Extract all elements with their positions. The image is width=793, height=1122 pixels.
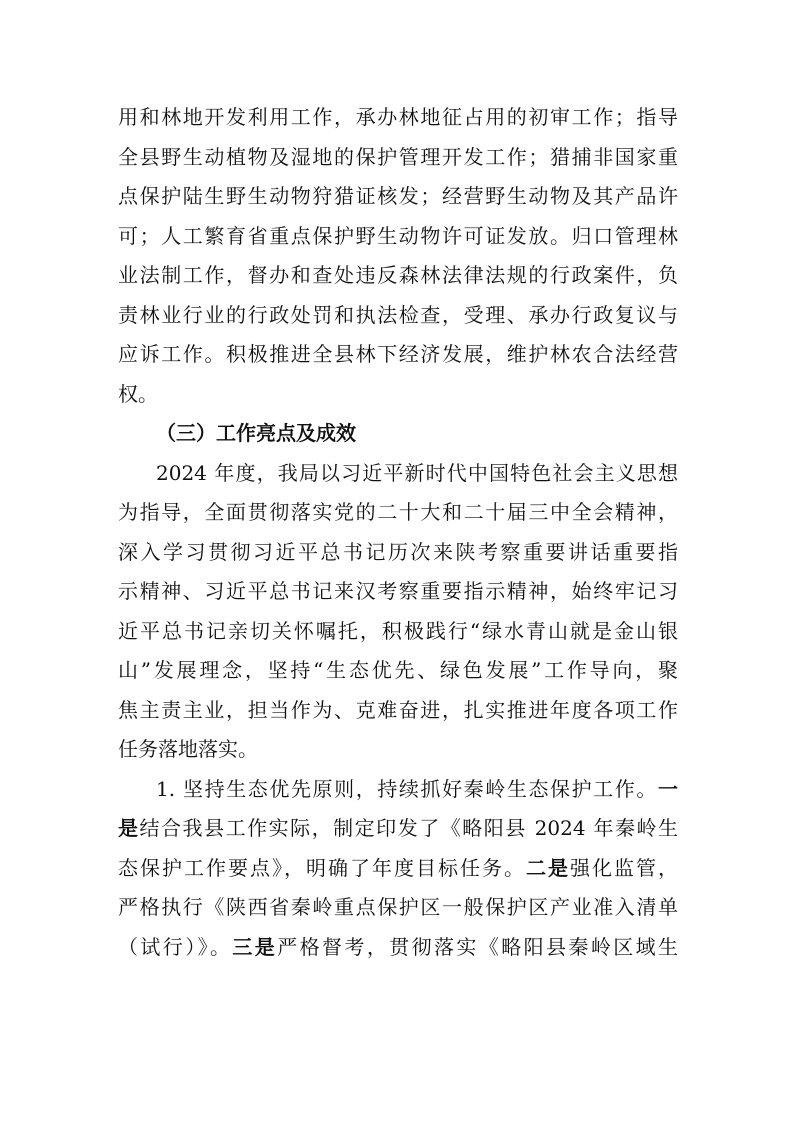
- text-line: [118, 256, 678, 296]
- text-line: [118, 533, 678, 573]
- text-line: [118, 335, 678, 375]
- text-line: [118, 809, 678, 849]
- text-segment: 1. 坚持生态优先原则，持续抓好秦岭生态保护工作。: [156, 776, 658, 801]
- text-segment: 近平总书记亲切关怀嘱托，积极践行“绿水青山就是金山银: [118, 618, 678, 643]
- text-segment: （试行）》。: [118, 934, 233, 959]
- text-segment: 责林业行业的行政处罚和执法检查，受理、承办行政复议与: [118, 302, 678, 327]
- text-segment: 应诉工作。积极推进全县林下经济发展，维护林农合法经营: [118, 342, 678, 366]
- text-segment: 结合我县工作实际，制定印发了《略阳县 2024 年秦岭生: [139, 816, 678, 840]
- text-segment: 业法制工作，督办和查处违反森林法律法规的行政案件，负: [118, 263, 678, 287]
- text-segment: （三）工作亮点及成效: [156, 421, 356, 445]
- text-segment: 强化监管，: [570, 855, 678, 880]
- text-segment: 为指导，全面贯彻落实党的二十大和二十届三中全会精神，: [118, 500, 678, 524]
- text-line: [118, 138, 678, 178]
- text-segment: 全县野生动植物及湿地的保护管理开发工作；猎捕非国家重: [118, 144, 678, 169]
- text-line: [118, 177, 678, 217]
- text-segment: 点保护陆生野生动物狩猎证核发；经营野生动物及其产品许: [118, 184, 678, 208]
- text-line: [118, 217, 678, 257]
- text-segment: 任务落地落实。: [118, 737, 258, 761]
- text-segment: 山”发展理念，坚持“生态优先、绿色发展”工作导向，聚: [118, 658, 678, 682]
- text-line: [118, 296, 678, 336]
- bold-text-segment: 二是: [526, 855, 570, 880]
- text-segment: 用和林地开发利用工作，承办林地征占用的初审工作；指导: [118, 105, 678, 129]
- text-segment: 2024 年度，我局以习近平新时代中国特色社会主义思想: [156, 460, 678, 485]
- text-line: [118, 572, 678, 612]
- text-line: [118, 493, 678, 533]
- text-line: [118, 928, 678, 968]
- text-line: [118, 730, 678, 770]
- text-segment: 态保护工作要点》，明确了年度目标任务。: [118, 855, 526, 880]
- text-segment: 深入学习贯彻习近平总书记历次来陕考察重要讲话重要指: [118, 539, 678, 564]
- bold-text-segment: 是: [118, 816, 140, 840]
- text-line: [118, 454, 678, 494]
- text-line: [118, 375, 678, 415]
- document-body: [118, 98, 678, 967]
- text-segment: 严格执行《陕西省秦岭重点保护区一般保护区产业准入清单: [118, 895, 678, 919]
- text-line: [118, 98, 678, 138]
- text-line: [118, 691, 678, 731]
- text-segment: 焦主责主业，担当作为、克难奋进，扎实推进年度各项工作: [118, 697, 678, 722]
- text-segment: 权。: [118, 381, 158, 406]
- bold-text-segment: 三是: [232, 934, 278, 959]
- section-heading: [118, 414, 678, 454]
- text-segment: 示精神、习近平总书记来汉考察重要指示精神，始终牢记习: [118, 579, 678, 603]
- text-line: [118, 651, 678, 691]
- text-segment: 可；人工繁育省重点保护野生动物许可证发放。归口管理林: [118, 223, 678, 248]
- text-line: [118, 770, 678, 810]
- text-segment: 严格督考，贯彻落实《略阳县秦岭区域生: [277, 934, 679, 959]
- text-line: [118, 612, 678, 652]
- text-line: [118, 849, 678, 889]
- text-line: [118, 888, 678, 928]
- bold-text-segment: 一: [658, 776, 678, 801]
